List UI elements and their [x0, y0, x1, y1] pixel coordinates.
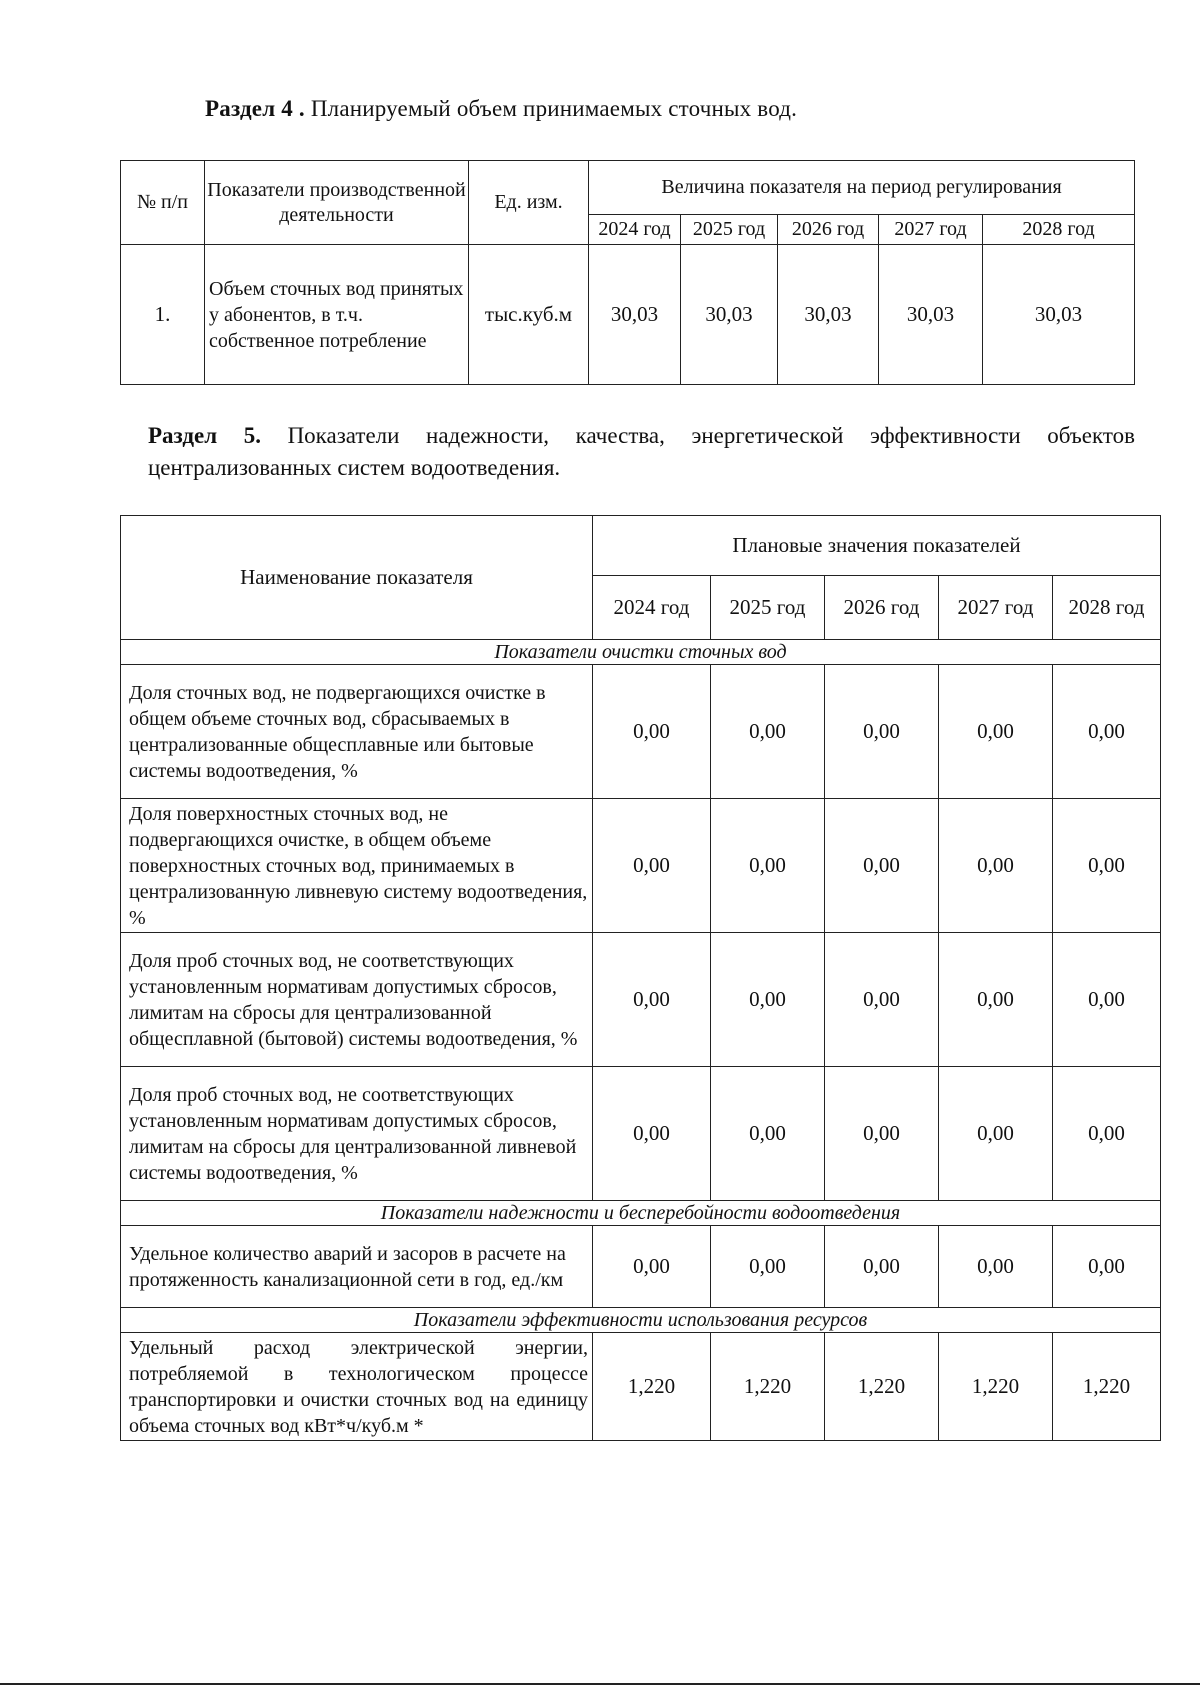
row-value: 0,00: [711, 1067, 825, 1201]
row-value: 0,00: [593, 933, 711, 1067]
group-heading: Показатели надежности и бесперебойности водоотведения: [121, 1201, 1161, 1226]
row-value: 0,00: [1053, 799, 1161, 933]
table-row: [121, 1226, 1161, 1308]
section-5-table: [120, 515, 1161, 1441]
row-value: 0,00: [711, 665, 825, 799]
table-row: [121, 1067, 1161, 1201]
row-indicator: Объем сточных вод принятых у абонентов, в т.ч. собственное потребление: [205, 245, 469, 385]
table-row: [121, 665, 1161, 799]
row-value: 0,00: [825, 665, 939, 799]
row-value: 0,00: [825, 799, 939, 933]
row-value: 0,00: [593, 799, 711, 933]
row-value: 1,220: [939, 1333, 1053, 1441]
row-indicator: Доля проб сточных вод, не соответствующих установленным нормативам допустимых сбросов, лимитам на сбросы для централизованной ливневой системы водоотведения, %: [121, 1067, 593, 1201]
group-heading: Показатели эффективности использования ресурсов: [121, 1308, 1161, 1333]
table-row: [121, 245, 1135, 385]
row-value: 0,00: [711, 799, 825, 933]
section-4-label: Раздел 4: [205, 96, 293, 121]
table-row: [121, 933, 1161, 1067]
row-value: 30,03: [589, 245, 681, 385]
section-4-table: [120, 160, 1135, 385]
row-value: 30,03: [778, 245, 879, 385]
row-value: 0,00: [711, 933, 825, 1067]
row-value: 1,220: [825, 1333, 939, 1441]
row-indicator: Доля сточных вод, не подвергающихся очистке в общем объеме сточных вод, сбрасываемых в централизованные общесплавные или бытовые системы водоотведения, %: [121, 665, 593, 799]
row-indicator: Удельное количество аварий и засоров в расчете на протяженность канализационной сети в год, ед./км: [121, 1226, 593, 1308]
header-year: 2026 год: [778, 215, 879, 245]
row-value: 0,00: [1053, 1067, 1161, 1201]
header-year: 2028 год: [1053, 576, 1161, 640]
row-unit: тыс.куб.м: [469, 245, 589, 385]
row-value: 0,00: [825, 933, 939, 1067]
header-year: 2027 год: [879, 215, 983, 245]
row-indicator: Удельный расход электрической энергии, потребляемой в технологическом процессе транспортировки и очистки сточных вод на единицу объема сточных вод кВт*ч/куб.м *: [121, 1333, 593, 1441]
header-year: 2026 год: [825, 576, 939, 640]
row-value: 0,00: [939, 665, 1053, 799]
page-bottom-rule: [0, 1683, 1200, 1685]
header-indicator: Наименование показателя: [121, 516, 593, 640]
header-period: Величина показателя на период регулирования: [589, 161, 1135, 215]
header-year: 2027 год: [939, 576, 1053, 640]
row-num: 1.: [121, 245, 205, 385]
row-value: 30,03: [983, 245, 1135, 385]
group-heading: Показатели очистки сточных вод: [121, 640, 1161, 665]
row-value: 0,00: [711, 1226, 825, 1308]
header-num: № п/п: [121, 161, 205, 245]
row-value: 0,00: [939, 933, 1053, 1067]
row-value: 0,00: [593, 1226, 711, 1308]
table-row: [121, 1333, 1161, 1441]
row-value: 0,00: [825, 1226, 939, 1308]
section-5-label: Раздел 5.: [148, 423, 261, 448]
row-value: 0,00: [825, 1067, 939, 1201]
header-year: 2025 год: [681, 215, 778, 245]
section-4-title: Раздел 4 . Планируемый объем принимаемых сточных вод.: [205, 96, 798, 121]
row-value: 0,00: [1053, 1226, 1161, 1308]
row-value: 0,00: [593, 1067, 711, 1201]
header-unit: Ед. изм.: [469, 161, 589, 245]
row-value: 0,00: [939, 1067, 1053, 1201]
row-value: 1,220: [1053, 1333, 1161, 1441]
row-value: 0,00: [939, 1226, 1053, 1308]
section-4-title-text: Планируемый объем принимаемых сточных вод.: [310, 96, 798, 121]
row-value: 30,03: [681, 245, 778, 385]
header-year: 2025 год: [711, 576, 825, 640]
row-value: 0,00: [1053, 665, 1161, 799]
row-value: 0,00: [1053, 933, 1161, 1067]
header-year: 2024 год: [589, 215, 681, 245]
row-value: 0,00: [593, 665, 711, 799]
row-value: 0,00: [939, 799, 1053, 933]
row-indicator: Доля проб сточных вод, не соответствующих установленным нормативам допустимых сбросов, лимитам на сбросы для централизованной общесплавной (бытовой) системы водоотведения, %: [121, 933, 593, 1067]
table-row: [121, 799, 1161, 933]
header-indicator: Показатели производственной деятельности: [205, 161, 469, 245]
header-year: 2024 год: [593, 576, 711, 640]
row-value: 1,220: [593, 1333, 711, 1441]
header-planned: Плановые значения показателей: [593, 516, 1161, 576]
row-indicator: Доля поверхностных сточных вод, не подвергающихся очистке, в общем объеме поверхностных сточных вод, принимаемых в централизованную ливневую систему водоотведения, %: [121, 799, 593, 933]
section-5-title-text: Показатели надежности, качества, энергетической эффективности объектов централизованных систем водоотведения.: [148, 423, 1135, 480]
row-value: 1,220: [711, 1333, 825, 1441]
row-value: 30,03: [879, 245, 983, 385]
section-5-title: [148, 420, 1135, 484]
header-year: 2028 год: [983, 215, 1135, 245]
